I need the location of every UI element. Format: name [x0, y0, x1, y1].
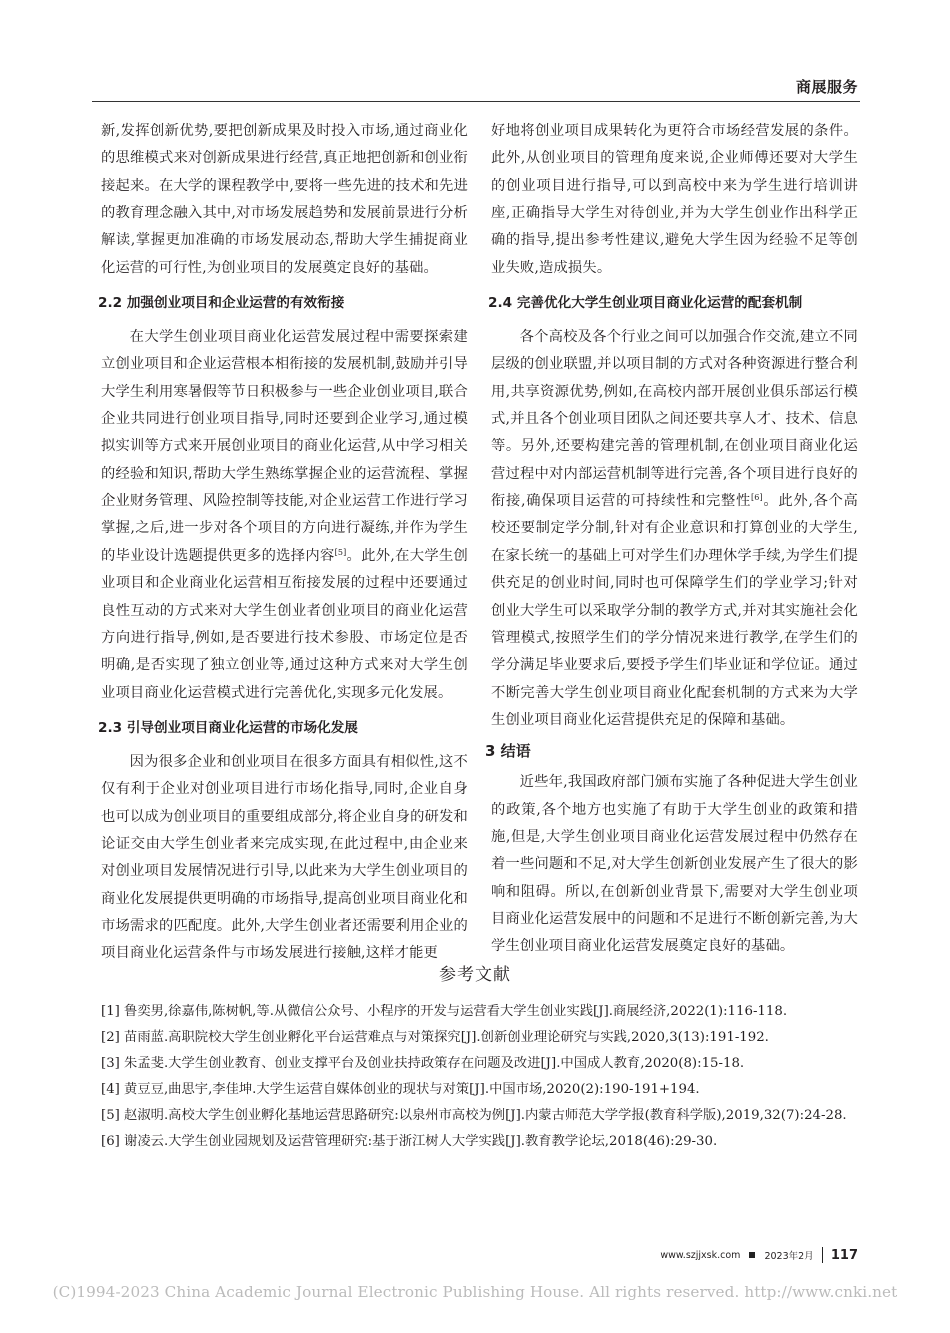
copyright-watermark: (C)1994-2023 China Academic Journal Electronic Publishing House. All rights reserved. http://www.cnki.net [52, 1283, 898, 1301]
page-footer [660, 1247, 858, 1263]
reference-item: [6] 谢凌云.大学生创业园规划及运营管理研究:基于浙江树人大学实践[J].教育教学论坛,2018(46):29-30. [101, 1134, 718, 1149]
paragraph-continued: 新,发挥创新优势,要把创新成果及时投入市场,通过商业化的思维模式来对创新成果进行经营,真正地把创新和创业衔接起来。在大学的课程教学中,要将一些先进的技术和先进的教育理念融入其中,对市场发展趋势和发展前景进行分析解读,掌握更加准确的市场发展动态,帮助大学生捕捉商业化运营的可行性,为创业项目的发展奠定良好的基础。 [101, 123, 468, 276]
reference-list [101, 1000, 861, 1156]
references-title: 参考文献 [439, 965, 511, 985]
paragraph-2-4: 各个高校及各个行业之间可以加强合作交流,建立不同层级的创业联盟,并以项目制的方式对各种资源进行整合利用,共享资源优势,例如,在高校内部开展创业俱乐部运行模式,并且各个创业项目团队之间还要共享人才、技术、信息等。另外,还要构建完善的管理机制,在创业项目商业化运营过程中对内部运营机制等进行完善,各个项目进行良好的衔接,确保项目运营的可持续性和完整性[6]。此外,各个高校还要制定学分制,针对有企业意识和打算创业的大学生,在家长统一的基础上可对学生们办理休学手续,为学生们提供充足的创业时间,同时也可保障学生们的学业学习;针对创业大学生可以采取学分制的教学方式,并对其实施社会化管理模式,按照学生们的学分情况来进行教学,在学生们的学分满足毕业要求后,要授予学生们毕业证和学位证。通过不断完善大学生创业项目商业化配套机制的方式来为大学生创业项目商业化运营提供充足的保障和基础。 [491, 329, 858, 728]
issue-date: 2023年2月 [764, 1251, 814, 1262]
paragraph-2-3: 因为很多企业和创业项目在很多方面具有相似性,这不仅有利于企业对创业项目进行市场化指导,同时,企业自身也可以成为创业项目的重要组成部分,将企业自身的研发和论证交由大学生创业者来完成实现,在此过程中,由企业来对创业项目发展情况进行引导,以此来为大学生创业项目的商业化发展提供更明确的市场指导,提高创业项目商业化和市场需求的匹配度。此外,大学生创业者还需要利用企业的项目商业化运营条件与市场发展进行接触,这样才能更 [101, 753, 468, 962]
footer-divider [822, 1247, 823, 1263]
reference-item: [2] 苗雨蓝.高职院校大学生创业孵化平台运营难点与对策探究[J].创新创业理论研究与实践,2020,3(13):191-192. [101, 1030, 769, 1045]
section-heading-2-2: 2.2 加强创业项目和企业运营的有效衔接 [98, 295, 345, 312]
citation-6[interactable]: [6] [751, 493, 763, 503]
page-number: 117 [830, 1247, 858, 1263]
journal-website[interactable]: www.szjjxsk.com [660, 1249, 741, 1261]
reference-item: [1] 鲁奕男,徐嘉伟,陈树帆,等.从微信公众号、小程序的开发与运营看大学生创业实践[J].商展经济,2022(1):116-118. [101, 1004, 788, 1019]
reference-item: [3] 朱孟斐.大学生创业教育、创业支撑平台及创业扶持政策存在问题及改进[J].中国成人教育,2020(8):15-18. [101, 1056, 745, 1071]
section-heading-3: 3 结语 [485, 742, 531, 761]
right-column [485, 118, 858, 961]
reference-item: [4] 黄豆豆,曲思宇,李佳坤.大学生运营自媒体创业的现状与对策[J].中国市场,2020(2):190-191+194. [101, 1082, 700, 1097]
reference-item: [5] 赵淑明.高校大学生创业孵化基地运营思路研究:以泉州市高校为例[J].内蒙古师范大学学报(教育科学版),2019,32(7):24-28. [101, 1108, 847, 1123]
square-bullet-icon [749, 1252, 755, 1258]
header-divider [92, 101, 860, 102]
journal-column-title: 商展服务 [795, 78, 858, 96]
section-heading-2-3: 2.3 引导创业项目商业化运营的市场化发展 [98, 719, 358, 736]
left-column [98, 118, 468, 968]
paragraph-2-2: 在大学生创业项目商业化运营发展过程中需要探索建立创业项目和企业运营根本相衔接的发展机制,鼓励并引导大学生利用寒暑假等节日积极参与一些企业创业项目,联合企业共同进行创业项目指导,同时还要到企业学习,通过模拟实训等方式来开展创业项目的商业化运营,从中学习相关的经验和知识,帮助大学生熟练掌握企业的运营流程、掌握企业财务管理、风险控制等技能,对企业运营工作进行学习掌握,之后,进一步对各个项目的方向进行凝练,并作为学生的毕业设计选题提供更多的选择内容[5]。此外,在大学生创业项目和企业商业化运营相互衔接发展的过程中还要通过良性互动的方式来对大学生创业者创业项目的商业化运营方向进行指导,例如,是否要进行技术参股、市场定位是否明确,是否实现了独立创业等,通过这种方式来对大学生创业项目商业化运营模式进行完善优化,实现多元化发展。 [101, 329, 468, 701]
section-heading-2-4: 2.4 完善优化大学生创业项目商业化运营的配套机制 [488, 295, 803, 312]
citation-5[interactable]: [5] [334, 547, 347, 557]
paragraph-conclusion: 近些年,我国政府部门颁布实施了各种促进大学生创业的政策,各个地方也实施了有助于大学生创业的政策和措施,但是,大学生创业项目商业化运营发展过程中仍然存在着一些问题和不足,对大学生创新创业发展产生了很大的影响和阻碍。所以,在创新创业背景下,需要对大学生创业项目商业化运营发展中的问题和不足进行不断创新完善,为大学生创业项目商业化运营发展奠定良好的基础。 [491, 774, 858, 955]
paragraph-continued-right: 好地将创业项目成果转化为更符合市场经营发展的条件。此外,从创业项目的管理角度来说,企业师傅还要对大学生的创业项目进行指导,可以到高校中来为学生进行培训讲座,正确指导大学生对待创业,并为大学生创业作出科学正确的指导,提出参考性建议,避免大学生因为经验不足等创业失败,造成损失。 [491, 123, 858, 276]
